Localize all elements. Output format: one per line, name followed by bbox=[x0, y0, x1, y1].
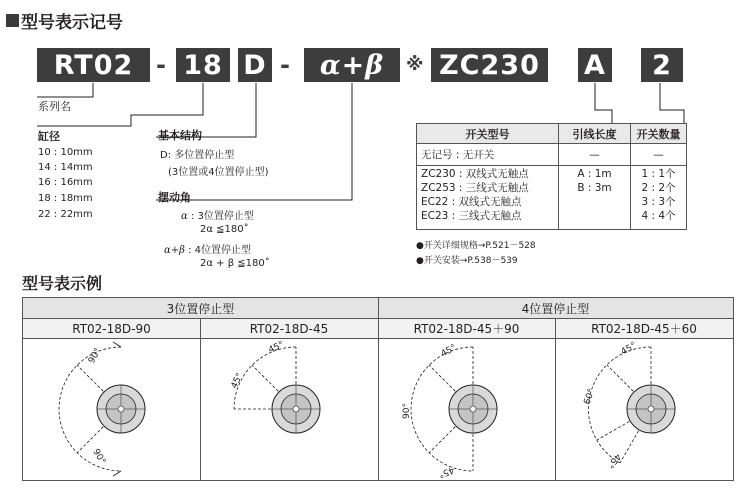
angle-label: 45° bbox=[229, 371, 246, 391]
code-bore: 18 bbox=[176, 48, 230, 82]
swing-alpha-beta-row bbox=[164, 241, 251, 256]
swing-alpha-beta-text: : 4位置停止型 bbox=[188, 245, 252, 256]
example-model: RT02-18D-90 bbox=[23, 319, 200, 339]
structure-title: 基本结构 bbox=[158, 129, 202, 142]
example-model: RT02-18D-45＋60 bbox=[555, 319, 733, 339]
structure-line-1: D: 多位置停止型 bbox=[160, 150, 235, 161]
swing-alpha-symbol: α bbox=[181, 211, 188, 222]
example-model: RT02-18D-45 bbox=[200, 319, 378, 339]
swing-title: 摆动角 bbox=[158, 191, 191, 204]
switch-lead: A : 1m bbox=[577, 168, 612, 180]
example-diagram-4 bbox=[573, 339, 723, 479]
angle-label: 60° bbox=[582, 387, 598, 407]
structure-line-2: (3位置或4位置停止型) bbox=[168, 167, 269, 178]
angle-label: 45° bbox=[267, 339, 286, 356]
angle-label: 45° bbox=[436, 464, 456, 479]
angle-label: 90° bbox=[90, 447, 108, 467]
examples-grid bbox=[22, 297, 734, 481]
code-dash-2: - bbox=[280, 51, 290, 79]
angle-label: 45° bbox=[439, 342, 459, 360]
bore-item: 16 : 16mm bbox=[38, 177, 93, 188]
swing-alpha-beta-symbol: α+β bbox=[164, 245, 185, 256]
switch-qty: 2 : 2个 bbox=[641, 182, 676, 194]
bore-title: 缸径 bbox=[38, 130, 60, 143]
examples-divider bbox=[555, 319, 556, 480]
switch-leads-cell bbox=[559, 166, 631, 230]
examples-title: 型号表示例 bbox=[22, 274, 103, 293]
code-switch-mark: ※ bbox=[406, 54, 424, 75]
examples-group-header: 3位置停止型 bbox=[23, 298, 378, 319]
swing-alpha-text: : 3位置停止型 bbox=[190, 211, 254, 222]
code-switch: ZC230 bbox=[431, 48, 548, 82]
angle-label: 90° bbox=[402, 403, 412, 419]
angle-label: 90° bbox=[86, 346, 104, 366]
switch-note: ●开关安装→P.538－539 bbox=[416, 256, 518, 266]
code-dash-1: - bbox=[156, 51, 166, 79]
bore-item: 14 : 14mm bbox=[38, 162, 93, 173]
bore-item: 18 : 18mm bbox=[38, 193, 93, 204]
switch-qtys-cell bbox=[631, 166, 687, 230]
bore-item: 22 : 22mm bbox=[38, 209, 93, 220]
examples-divider bbox=[200, 319, 201, 480]
switch-lead: B : 3m bbox=[577, 182, 612, 194]
example-diagram-3 bbox=[395, 339, 545, 479]
code-angle-alpha: α bbox=[319, 49, 342, 81]
examples-group-header: 4位置停止型 bbox=[378, 298, 733, 319]
swing-alpha-beta-condition: 2α + β ≦180˚ bbox=[200, 258, 270, 269]
switch-qty: 1 : 1个 bbox=[641, 168, 676, 180]
swing-alpha-row bbox=[181, 207, 254, 222]
switch-model: ZC253 : 三线式无触点 bbox=[421, 182, 529, 194]
switch-model: EC22 : 双线式无触点 bbox=[421, 196, 522, 208]
series-label: 系列名 bbox=[38, 100, 71, 113]
switch-model: EC23 : 三线式无触点 bbox=[421, 210, 522, 222]
switch-qty: 4 : 4个 bbox=[641, 210, 676, 222]
switch-table bbox=[416, 123, 687, 230]
switch-none-lead: — bbox=[559, 144, 631, 166]
code-angle-beta: β bbox=[365, 49, 385, 81]
code-structure: D bbox=[238, 48, 272, 82]
example-diagram-2 bbox=[218, 339, 368, 479]
angle-label: 45° bbox=[619, 340, 639, 358]
example-model: RT02-18D-45＋90 bbox=[378, 319, 555, 339]
example-diagram-1 bbox=[43, 339, 193, 479]
switch-table-header: 开关型号 bbox=[417, 124, 559, 144]
code-series: RT02 bbox=[37, 48, 150, 82]
code-angle-plus: + bbox=[341, 49, 366, 81]
switch-none-qty: — bbox=[631, 144, 687, 166]
angle-label: 45° bbox=[604, 451, 623, 470]
switch-models-cell bbox=[417, 166, 559, 230]
switch-table-header: 开关数量 bbox=[631, 124, 687, 144]
switch-none-model: 无记号 : 无开关 bbox=[417, 144, 559, 166]
switch-table-header: 引线长度 bbox=[559, 124, 631, 144]
code-qty: 2 bbox=[641, 48, 683, 82]
switch-model: ZC230 : 双线式无触点 bbox=[421, 168, 529, 180]
switch-note: ●开关详细规格→P.521－528 bbox=[416, 241, 536, 251]
code-lead: A bbox=[578, 48, 612, 82]
bore-item: 10 : 10mm bbox=[38, 147, 93, 158]
switch-qty: 3 : 3个 bbox=[641, 196, 676, 208]
page-title-text: 型号表示记号 bbox=[21, 13, 123, 33]
examples-divider bbox=[378, 298, 379, 480]
swing-alpha-condition: 2α ≦180˚ bbox=[200, 224, 249, 235]
